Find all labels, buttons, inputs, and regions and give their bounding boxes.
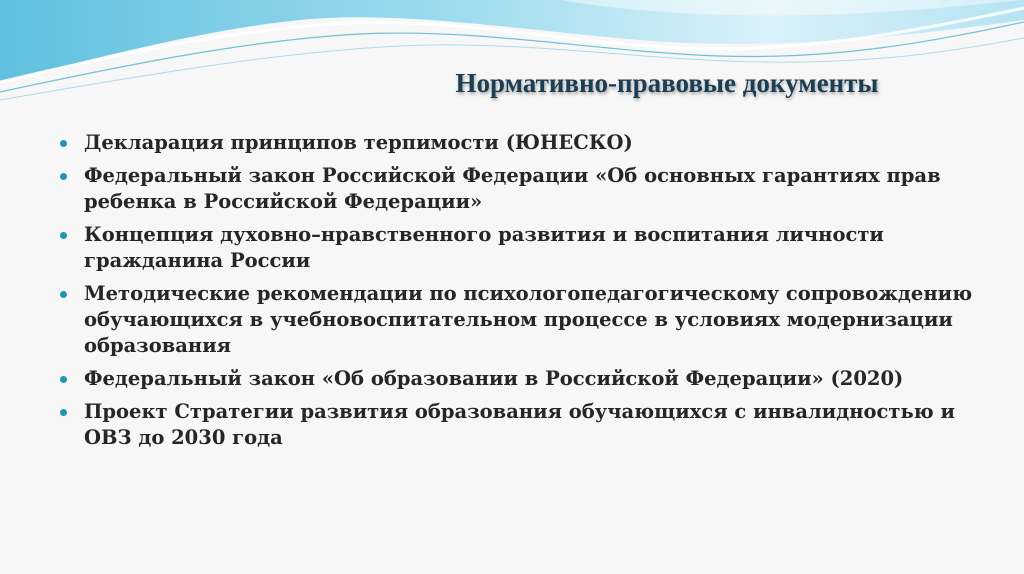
slide-title <box>0 68 1024 99</box>
list-item-text: Концепция духовно–нравственного развития и воспитания личности гражданина России <box>84 223 884 272</box>
document-list <box>58 130 978 458</box>
list-item <box>58 281 978 359</box>
bullet-icon <box>60 376 67 383</box>
list-item-text: Декларация принципов терпимости (ЮНЕСКО) <box>84 131 633 154</box>
bullet-icon <box>60 232 67 239</box>
bullet-icon <box>60 409 67 416</box>
list-item-text: Проект Стратегии развития образования обучающихся с инвалидностью и ОВЗ до 2030 года <box>84 400 955 449</box>
list-item-text: Федеральный закон «Об образовании в Российской Федерации» (2020) <box>84 367 904 390</box>
list-item <box>58 399 978 451</box>
bullet-icon <box>60 291 67 298</box>
list-item <box>58 130 978 156</box>
wave-banner-decoration <box>0 0 1024 120</box>
bullet-icon <box>60 173 67 180</box>
list-item-text: Федеральный закон Российской Федерации «Об основных гарантиях прав ребенка в Российской Федерации» <box>84 164 941 213</box>
list-item <box>58 222 978 274</box>
slide-title-text: Нормативно-правовые документы <box>455 68 879 98</box>
list-item <box>58 366 978 392</box>
list-item <box>58 163 978 215</box>
bullet-icon <box>60 140 67 147</box>
list-item-text: Методические рекомендации по психологопедагогическому сопровождению обучающихся в учебновоспитательном процессе в условиях модернизации образования <box>84 282 973 357</box>
